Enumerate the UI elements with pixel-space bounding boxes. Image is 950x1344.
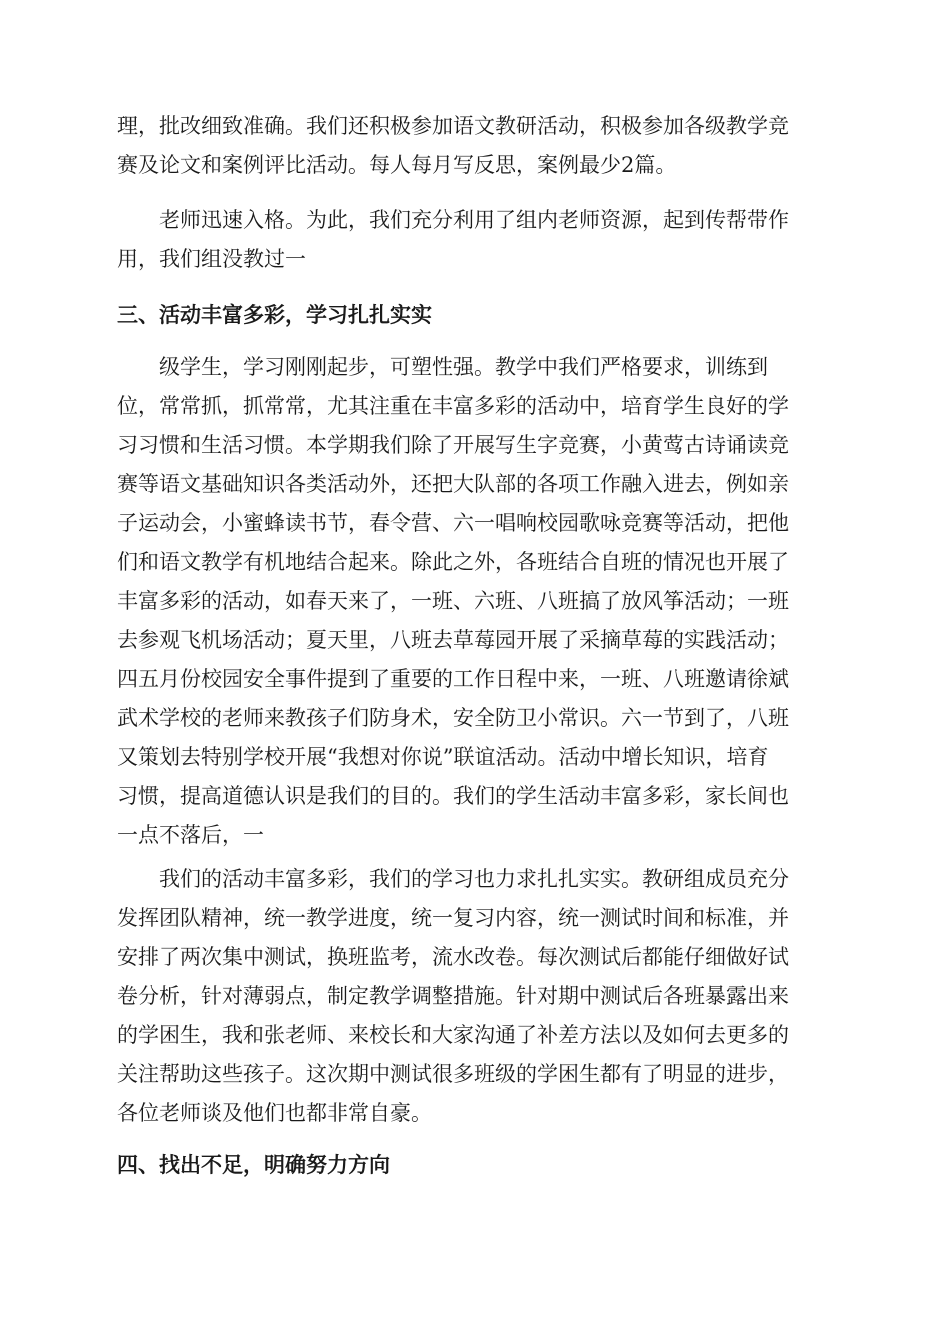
- text-line: 卷分析，针对薄弱点，制定教学调整措施。针对期中测试后各班暴露出来: [117, 984, 789, 1008]
- section-heading-three: 三、活动丰富多彩，学习扎扎实实: [117, 302, 432, 327]
- text-line: 习惯，提高道德认识是我们的目的。我们的学生活动丰富多彩，家长间也: [117, 784, 789, 808]
- text-line: 去参观飞机场活动；夏天里，八班去草莓园开展了采摘草莓的实践活动；: [117, 628, 789, 652]
- text-line: 级学生，学习刚刚起步，可塑性强。教学中我们严格要求，训练到: [159, 355, 768, 379]
- text-line: 赛及论文和案例评比活动。每人每月写反思，案例最少2篇。: [117, 153, 677, 177]
- text-line: 的学困生，我和张老师、来校长和大家沟通了补差方法以及如何去更多的: [117, 1023, 789, 1047]
- paragraph-study: [117, 860, 837, 1133]
- paragraph-mentoring: [117, 201, 837, 279]
- text-line: 关注帮助这些孩子。这次期中测试很多班级的学困生都有了明显的进步，: [117, 1062, 789, 1086]
- text-line: 理，批改细致准确。我们还积极参加语文教研活动，积极参加各级教学竞: [117, 114, 789, 138]
- text-line: 安排了两次集中测试，换班监考，流水改卷。每次测试后都能仔细做好试: [117, 945, 789, 969]
- text-line: 赛等语文基础知识各类活动外，还把大队部的各项工作融入进去，例如亲: [117, 472, 789, 496]
- paragraph-activities: [117, 348, 837, 855]
- text-line: 又策划去特别学校开展“我想对你说”联谊活动。活动中增长知识，培育: [117, 745, 769, 769]
- text-line: 习习惯和生活习惯。本学期我们除了开展写生字竞赛，小黄莺古诗诵读竞: [117, 433, 789, 457]
- text-line: 四五月份校园安全事件提到了重要的工作日程中来，一班、八班邀请徐斌: [117, 667, 789, 691]
- text-line: 一点不落后，一: [117, 823, 264, 847]
- text-line: 武术学校的老师来教孩子们防身术，安全防卫小常识。六一节到了，八班: [117, 706, 789, 730]
- section-heading-four: 四、找出不足，明确努力方向: [117, 1152, 390, 1177]
- text-line: 丰富多彩的活动，如春天来了，一班、六班、八班搞了放风筝活动；一班: [117, 589, 789, 613]
- paragraph-grading-and-research: [117, 107, 837, 185]
- text-line: 用，我们组没教过一: [117, 247, 306, 271]
- text-line: 老师迅速入格。为此，我们充分利用了组内老师资源，起到传帮带作: [159, 208, 789, 232]
- text-line: 们和语文教学有机地结合起来。除此之外，各班结合自班的情况也开展了: [117, 550, 789, 574]
- text-line: 位，常常抓，抓常常，尤其注重在丰富多彩的活动中，培育学生良好的学: [117, 394, 789, 418]
- text-line: 我们的活动丰富多彩，我们的学习也力求扎扎实实。教研组成员充分: [159, 867, 789, 891]
- text-line: 发挥团队精神，统一教学进度，统一复习内容，统一测试时间和标准，并: [117, 906, 789, 930]
- text-line: 子运动会，小蜜蜂读书节，春令营、六一唱响校园歌咏竞赛等活动，把他: [117, 511, 789, 535]
- text-line: 各位老师谈及他们也都非常自豪。: [117, 1101, 432, 1125]
